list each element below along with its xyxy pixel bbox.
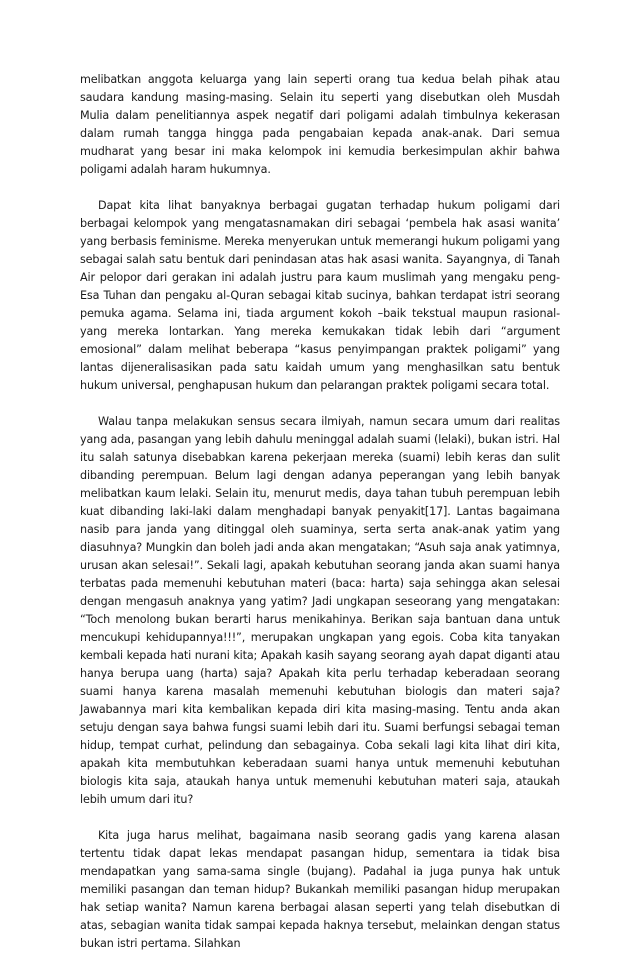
paragraph-gugatan-poligami: Dapat kita lihat banyaknya berbagai gugatan terhadap hukum poligami dari berbagai kelompok yang mengatasnamakan diri sebagai ‘pembela hak asasi wanita’ yang berbasis feminisme. Mereka menyerukan untuk memerangi hukum poligami yang sebagai salah satu bentuk dari penindasan atas hak asasi wanita. Sayangnya, di Tanah Air pelopor dari gerakan ini adalah justru para kaum muslimah yang mengaku peng-Esa Tuhan dan pengaku al-Quran sebagai kitab sucinya, bahkan terdapat istri seorang pemuka agama. Selama ini, tiada argument kokoh –baik tekstual maupun rasional- yang mereka lontarkan. Yang mereka kemukakan tidak lebih dari “argument emosional” dalam melihat beberapa “kasus penyimpangan praktek poligami” yang lantas dijeneralisasikan pada satu kaidah umum yang menghasilkan satu bentuk hukum universal, penghapusan hukum dan pelarangan praktek poligami secara total.	[80, 199, 560, 392]
paragraph-nasib-gadis: Kita juga harus melihat, bagaimana nasib seorang gadis yang karena alasan tertentu tidak dapat lekas mendapat pasangan hidup, sementara ia tidak bisa mendapatkan yang sama-sama single (bujang). Padahal ia juga punya hak untuk memiliki pasangan dan teman hidup? Bukankah memiliki pasangan hidup merupakan hak setiap wanita? Namun karena berbagai alasan seperti yang telah disebutkan di atas, sebagian wanita tidak sampai kepada haknya tersebut, melainkan dengan status bukan istri pertama. Silahkan	[80, 829, 560, 950]
paragraph-continuation: melibatkan anggota keluarga yang lain seperti orang tua kedua belah pihak atau saudara kandung masing-masing. Selain itu seperti yang disebutkan oleh Musdah Mulia dalam penelitiannya aspek negatif dari poligami adalah timbulnya kekerasan dalam rumah tangga hingga pada pengabaian kepada anak-anak. Dari semua mudharat yang besar ini maka kelompok ini kemudia berkesimpulan akhir bahwa poligami adalah haram hukumnya.	[80, 73, 560, 176]
paragraph-nasib-janda: Walau tanpa melakukan sensus secara ilmiyah, namun secara umum dari realitas yang ada, pasangan yang lebih dahulu meninggal adalah suami (lelaki), bukan istri. Hal itu salah satunya disebabkan karena pekerjaan mereka (suami) lebih keras dan sulit dibanding perempuan. Belum lagi dengan adanya peperangan yang lebih banyak melibatkan kaum lelaki. Selain itu, menurut medis, daya tahan tubuh perempuan lebih kuat dibanding laki-laki dalam menghadapi banyak penyakit[17]. Lantas bagaimana nasib para janda yang ditinggal oleh suaminya, serta serta anak-anak yatim yang diasuhnya? Mungkin dan boleh jadi anda akan mengatakan; “Asuh saja anak yatimnya, urusan akan selesai!”. Sekali lagi, apakah kebutuhan seorang janda akan suami hanya terbatas pada memenuhi kebutuhan materi (baca: harta) saja sehingga akan selesai dengan mengasuh anaknya yang yatim? Jadi ungkapan seseorang yang mengatakan: “Toch menolong bukan berarti harus menikahinya. Berikan saja bantuan dana untuk mencukupi kehidupannya!!!”, merupakan ungkapan yang egois. Coba kita tanyakan kembali kepada hati nurani kita; Apakah kasih sayang seorang ayah dapat diganti atau hanya berupa uang (harta) saja? Apakah kita perlu terhadap keberadaan seorang suami hanya karena masalah memenuhi kebutuhan biologis dan materi saja? Jawabannya mari kita kembalikan kepada diri kita masing-masing. Tentu anda akan setuju dengan saya bahwa fungsi suami lebih dari itu. Suami berfungsi sebagai teman hidup, tempat curhat, pelindung dan sebagainya. Coba sekali lagi kita lihat diri kita, apakah kita membutuhkan keberadaan suami hanya untuk memenuhi kebutuhan biologis kita saja, ataukah hanya untuk memenuhi kebutuhan materi saja, ataukah lebih umum dari itu?	[80, 415, 560, 806]
